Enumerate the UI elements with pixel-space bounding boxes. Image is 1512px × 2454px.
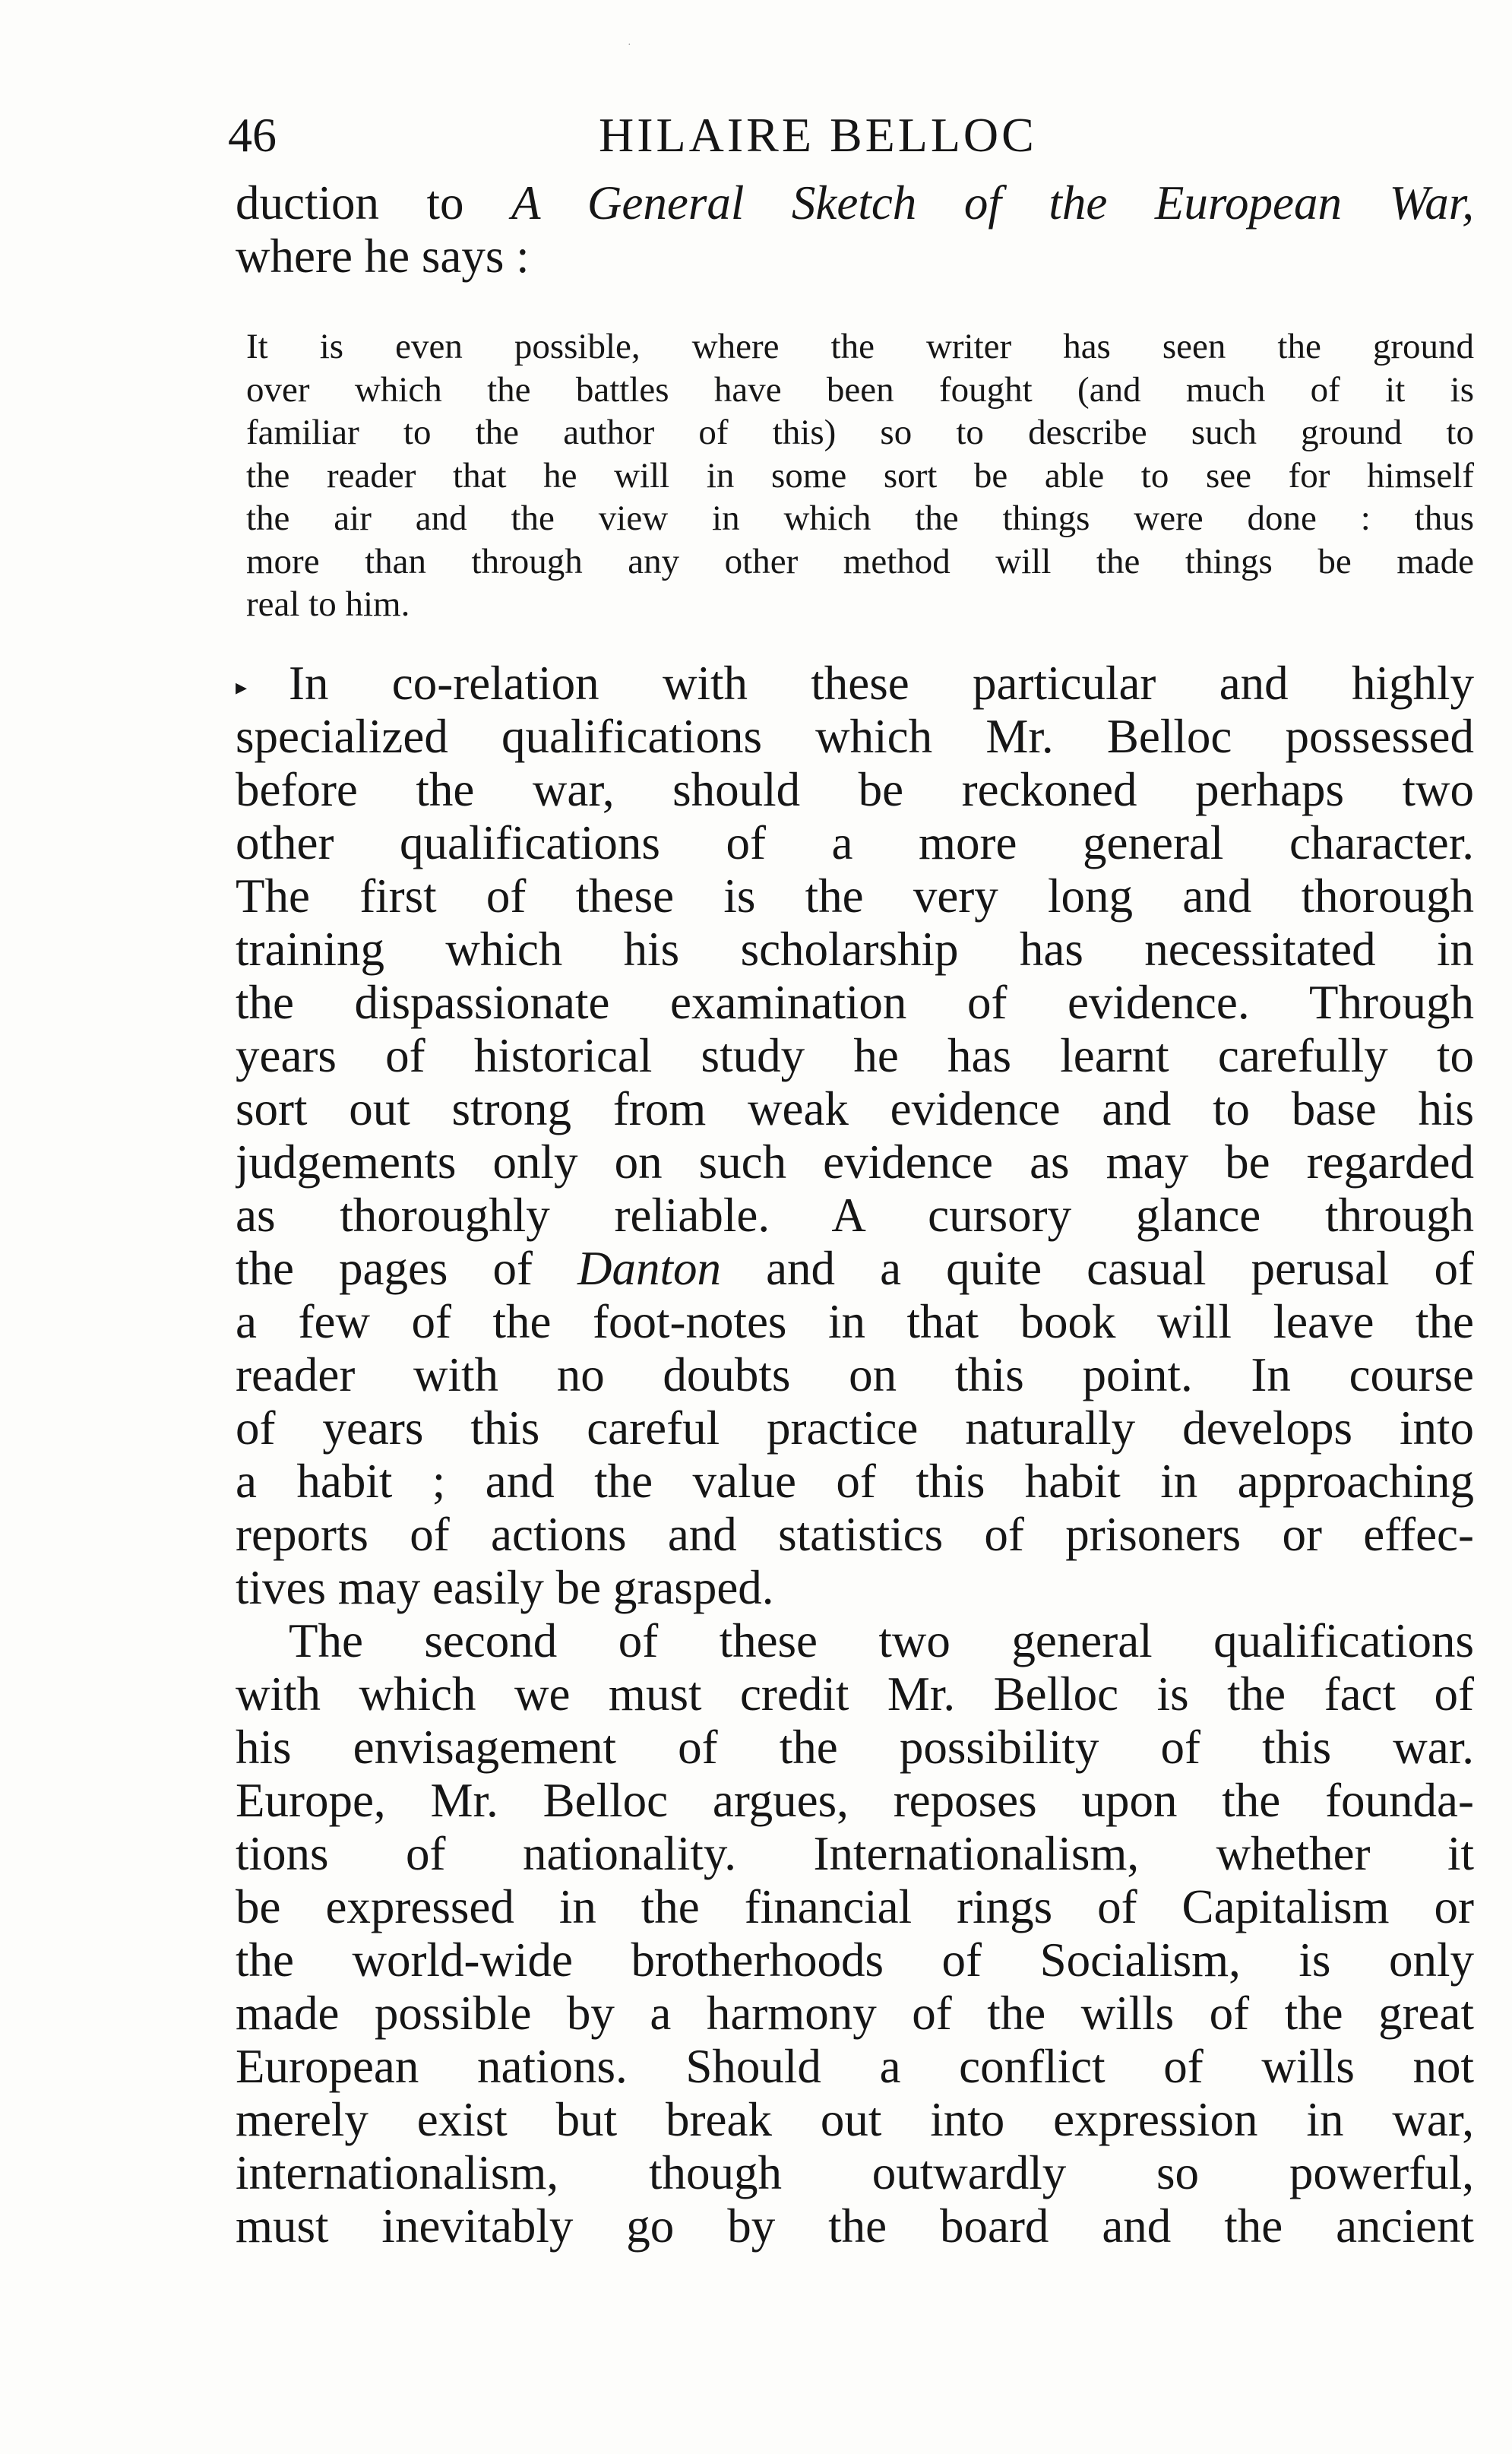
paragraph-line: a habit ; and the value of this habit in approaching bbox=[236, 1454, 1474, 1508]
quote-line: more than through any other method will the things be made bbox=[246, 541, 1474, 581]
paragraph-line: reports of actions and statistics of prisoners or effec- bbox=[236, 1507, 1474, 1561]
paragraph-line: made possible by a harmony of the wills of the great bbox=[236, 1986, 1474, 2040]
paragraph-1 bbox=[236, 657, 1474, 1614]
paragraph-line: The second of these two general qualifications bbox=[289, 1613, 1474, 1667]
paragraph-line: with which we must credit Mr. Belloc is the fact of bbox=[236, 1667, 1474, 1721]
page-header bbox=[228, 97, 1474, 173]
paragraph-line: specialized qualifications which Mr. Belloc possessed bbox=[236, 709, 1474, 763]
paragraph-line: the dispassionate examination of evidence. Through bbox=[236, 975, 1474, 1029]
quote-line: real to him. bbox=[246, 584, 410, 624]
paragraph-2 bbox=[236, 1614, 1474, 2253]
body-text bbox=[236, 176, 1474, 2253]
quote-line: the reader that he will in some sort be able to see for himself bbox=[246, 455, 1474, 496]
paragraph-line: the world-wide brotherhoods of Socialism, is only bbox=[236, 1933, 1474, 1987]
book-title: A General Sketch of the European War, bbox=[511, 176, 1474, 230]
intro-line-1: duction to A General Sketch of the European War, bbox=[236, 176, 1474, 230]
paragraph-line: years of historical study he has learnt carefully to bbox=[236, 1028, 1474, 1082]
paragraph-line: tions of nationality. Internationalism, whether it bbox=[236, 1826, 1474, 1880]
paragraph-line: before the war, should be reckoned perhaps two bbox=[236, 762, 1474, 816]
paragraph-line: training which his scholarship has necessitated in bbox=[236, 922, 1474, 976]
paragraph-line: other qualifications of a more general character. bbox=[236, 815, 1474, 869]
block-quote bbox=[246, 325, 1474, 626]
paragraph-line: the pages of Danton and a quite casual perusal of bbox=[236, 1241, 1474, 1295]
paragraph-line: a few of the foot-notes in that book will leave the bbox=[236, 1294, 1474, 1348]
page-marker: · bbox=[628, 40, 631, 51]
paragraph-line: internationalism, though outwardly so powerful, bbox=[236, 2145, 1474, 2199]
quote-line: It is even possible, where the writer has seen the ground bbox=[246, 327, 1474, 366]
paragraph-line: Europe, Mr. Belloc argues, reposes upon the founda- bbox=[236, 1773, 1474, 1827]
paragraph-line: ▸ In co-relation with these particular and highly bbox=[236, 657, 1474, 710]
paragraph-line: must inevitably go by the board and the ancient bbox=[236, 2199, 1474, 2253]
paragraph-marker-icon: ▸ bbox=[236, 675, 248, 701]
paragraph-line: his envisagement of the possibility of this war. bbox=[236, 1720, 1474, 1774]
intro-line-2: where he says : bbox=[236, 230, 530, 283]
quote-line: over which the battles have been fought (and much of it is bbox=[246, 369, 1474, 410]
paragraph-line: European nations. Should a conflict of wills not bbox=[236, 2039, 1474, 2093]
quote-line: the air and the view in which the things were done : thus bbox=[246, 499, 1474, 538]
paragraph-line: be expressed in the financial rings of Capitalism or bbox=[236, 1879, 1474, 1933]
paragraph-line: of years this careful practice naturally develops into bbox=[236, 1401, 1474, 1455]
paragraph-line: as thoroughly reliable. A cursory glance through bbox=[236, 1188, 1474, 1242]
paragraph-line: merely exist but break out into expression in war, bbox=[236, 2092, 1474, 2146]
page-number: 46 bbox=[228, 108, 277, 162]
paragraph-line: judgements only on such evidence as may be regarded bbox=[236, 1135, 1474, 1189]
paragraph-line: reader with no doubts on this point. In course bbox=[236, 1347, 1474, 1401]
paragraph-line: sort out strong from weak evidence and to base his bbox=[236, 1081, 1474, 1135]
book-title: Danton bbox=[577, 1241, 722, 1295]
paragraph-line: The first of these is the very long and thorough bbox=[236, 869, 1474, 923]
running-head: HILAIRE BELLOC bbox=[599, 108, 1037, 162]
paragraph-line: tives may easily be grasped. bbox=[236, 1560, 774, 1614]
quote-line: familiar to the author of this) so to describe such ground to bbox=[246, 413, 1474, 452]
